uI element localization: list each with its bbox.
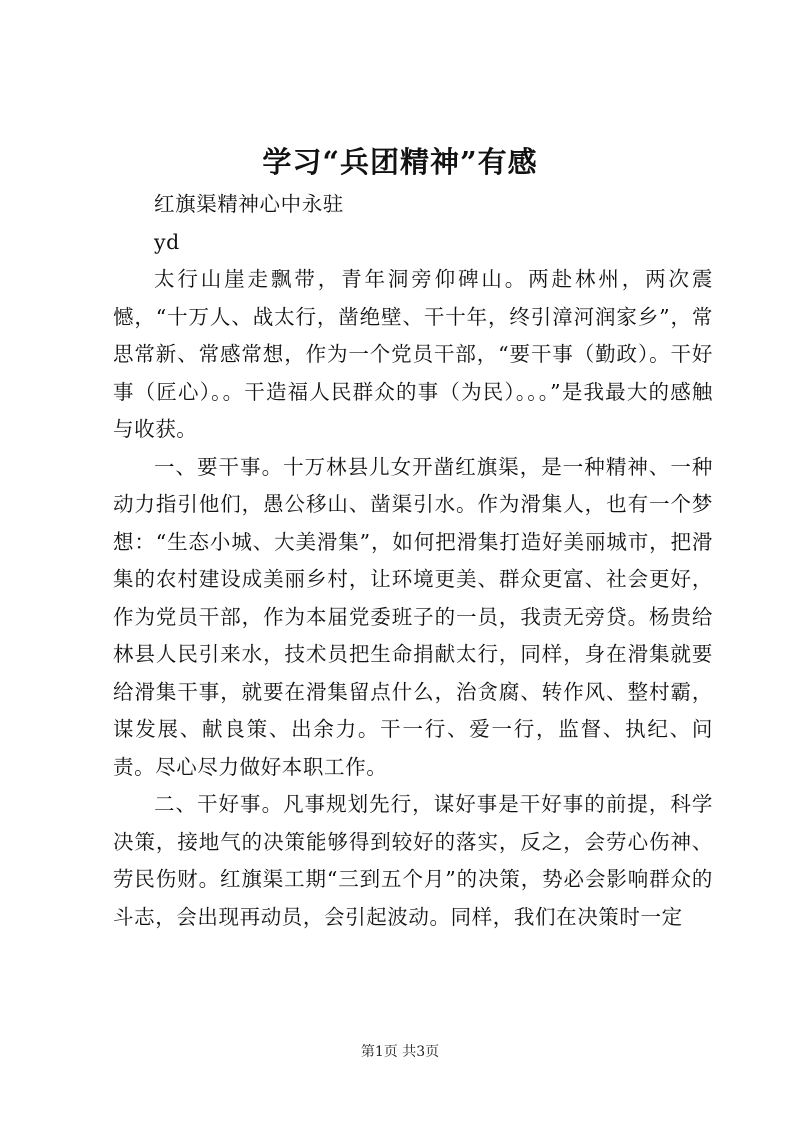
- author-line: yd: [154, 229, 180, 254]
- paragraph-intro: 太行山崖走飘带，青年洞旁仰碑山。两赴林州，两次震憾，“十万人、战太行，凿绝壁、干十年，终引漳河润家乡”，常思常新、常感常想，作为一个党员干部，“要干事（勤政）。干好事（匠心）。。干造福人民群众的事（为民）。。。”是我最大的感触与收获。: [113, 267, 713, 441]
- page-footer: 第1页 共3页: [360, 1044, 440, 1060]
- paragraph-section-two: 二、干好事。凡事规划先行，谋好事是干好事的前提，科学决策，接地气的决策能够得到较好的落实，反之，会劳心伤神、劳民伤财。红旗渠工期“三到五个月”的决策，势必会影响群众的斗志，会出现再动员，会引起波动。同样，我们在决策时一定: [113, 792, 713, 929]
- document-body: [113, 186, 713, 936]
- subtitle-line: 红旗渠精神心中永驻: [154, 192, 344, 216]
- document-title: 学习“兵团精神”有感: [262, 145, 538, 179]
- paragraph-section-one: 一、要干事。十万林县儿女开凿红旗渠，是一种精神、一种动力指引他们，愚公移山、凿渠引水。作为滑集人，也有一个梦想：“生态小城、大美滑集”，如何把滑集打造好美丽城市，把滑集的农村建设成美丽乡村，让环境更美、群众更富、社会更好，作为党员干部，作为本届党委班子的一员，我责无旁贷。杨贵给林县人民引来水，技术员把生命捐献太行，同样，身在滑集就要给滑集干事，就要在滑集留点什么，治贪腐、转作风、整村霸，谋发展、献良策、出余力。干一行、爱一行，监督、执纪、问责。尽心尽力做好本职工作。: [113, 454, 713, 779]
